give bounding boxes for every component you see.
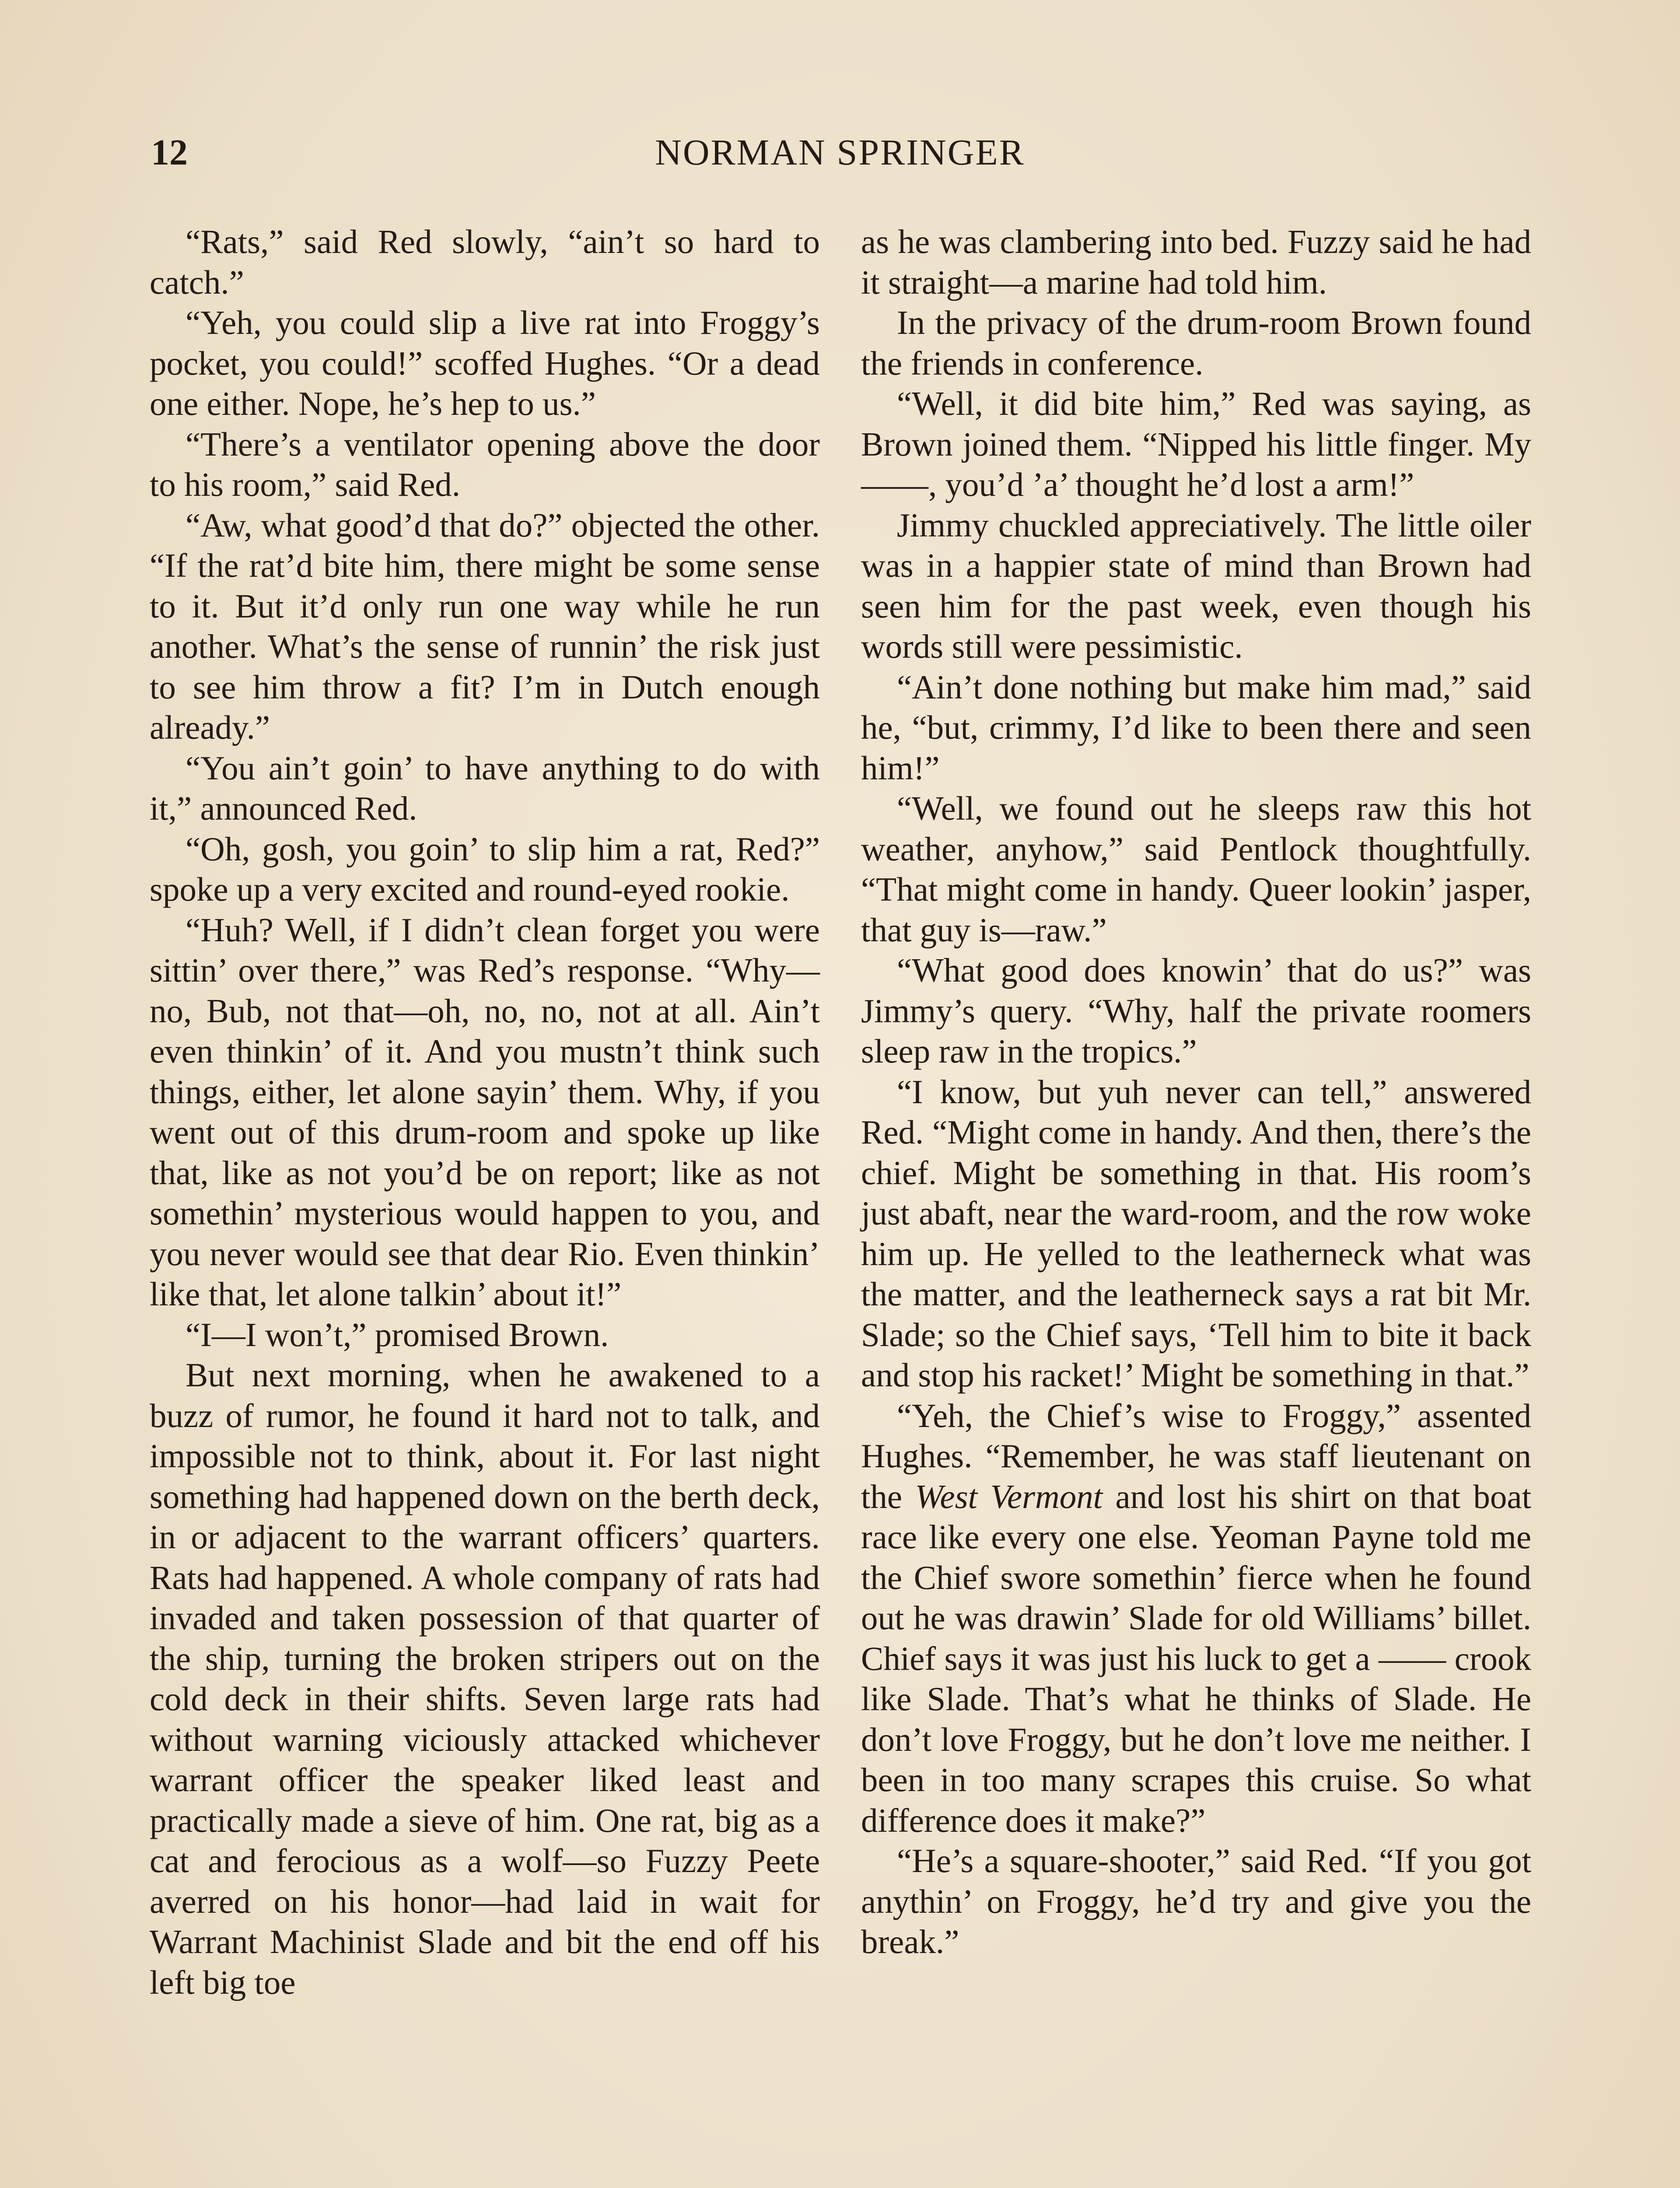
paragraph-continuation: as he was clambering into bed. Fuzzy said he had it straight—a marine had told him. — [861, 223, 1531, 301]
paragraph: “Ain’t done nothing but make him mad,” said he, “but, crimmy, I’d like to been there and seen him!” — [861, 668, 1531, 787]
paragraph: “Huh? Well, if I didn’t clean forget you were sittin’ over there,” was Red’s response. “Why—no, Bub, not that—oh, no, no, not at all. Ain’t even thinkin’ of it. And you mustn’t think such things, either, let alone sayin’ them. Why, if you went out of this drum-room and spoke up like that, like as not you’d be on report; like as not somethin’ mysterious would happen to you, and you never would see that dear Rio. Even thinkin’ like that, let alone talkin’ about it!” — [150, 911, 820, 1313]
paragraph: “There’s a ventilator opening above the door to his room,” said Red. — [150, 425, 820, 503]
paragraph: “You ain’t goin’ to have anything to do with it,” announced Red. — [150, 749, 820, 827]
right-column — [861, 221, 1531, 1962]
left-column — [150, 221, 820, 2002]
paragraph: “I know, but yuh never can tell,” answered Red. “Might come in handy. And then, there’s the chief. Might be something in that. His room’s just abaft, near the ward-room, and the row woke him up. He yelled to the leatherneck what was the matter, and the leatherneck says a rat bit Mr. Slade; so the Chief says, ‘Tell him to bite it back and stop his racket!’ Might be something in that.” — [861, 1073, 1531, 1394]
paragraph: “Rats,” said Red slowly, “ain’t so hard to catch.” — [150, 223, 820, 301]
paragraph: In the privacy of the drum-room Brown found the friends in conference. — [861, 304, 1531, 382]
paragraph: “Well, it did bite him,” Red was saying, as Brown joined them. “Nipped his little finger. My ——, you’d ’a’ thought he’d lost a arm!” — [861, 385, 1531, 503]
paragraph: “Well, we found out he sleeps raw this hot weather, anyhow,” said Pentlock thoughtfully. “That might come in handy. Queer lookin’ jasper, that guy is—raw.” — [861, 789, 1531, 949]
paragraph: “Aw, what good’d that do?” objected the other. “If the rat’d bite him, there might be some sense to it. But it’d only run one way while he run another. What’s the sense of runnin’ the risk just to see him throw a fit? I’m in Dutch enough already.” — [150, 506, 820, 746]
paragraph: “I—I won’t,” promised Brown. — [186, 1315, 609, 1353]
paragraph — [861, 1396, 1531, 1841]
paragraph: “What good does knowin’ that do us?” was Jimmy’s query. “Why, half the private roomers sleep raw in the tropics.” — [861, 951, 1531, 1070]
ship-name: West Vermont — [915, 1477, 1103, 1515]
text-span: and lost his shirt on that boat race like every one else. Yeoman Payne told me the Chief swore somethin’ fierce when he found out he was drawin’ Slade for old Williams’ billet. Chief says it was just his luck to get a —— crook like Slade. That’s what he thinks of Slade. He don’t love Froggy, but he don’t love me neither. I been in too many scrapes this cruise. So what difference does it make?” — [861, 1477, 1531, 1839]
paragraph: “He’s a square-shooter,” said Red. “If you got anythin’ on Froggy, he’d try and give you the break.” — [861, 1842, 1531, 1960]
text-span: “Yeh, the Chief’s wise to Froggy,” assented Hughes. “Remember, he was staff lieutenant on the — [861, 1396, 1531, 1515]
paragraph: “Yeh, you could slip a live rat into Froggy’s pocket, you could!” scoffed Hughes. “Or a dead one either. Nope, he’s hep to us.” — [150, 304, 820, 422]
running-title: NORMAN SPRINGER — [655, 132, 1025, 173]
paragraph: But next morning, when he awakened to a buzz of rumor, he found it hard not to talk, and impossible not to think, about it. For last night something had happened down on the berth deck, in or adjacent to the warrant officers’ quarters. Rats had happened. A whole company of rats had invaded and taken possession of that quarter of the ship, turning the broken stripers out on the cold deck in their shifts. Seven large rats had without warning viciously attacked whichever warrant officer the speaker liked least and practically made a sieve of him. One rat, big as a cat and ferocious as a wolf—so Fuzzy Peete averred on his honor—had laid in wait for Warrant Machinist Slade and bit the end off his left big toe — [150, 1356, 820, 2001]
page-number: 12 — [151, 132, 188, 173]
paragraph: “Oh, gosh, you goin’ to slip him a rat, Red?” spoke up a very excited and round-eyed rookie. — [150, 830, 820, 908]
paragraph: Jimmy chuckled appreciatively. The little oiler was in a happier state of mind than Brown had seen him for the past week, even though his words still were pessimistic. — [861, 506, 1531, 665]
